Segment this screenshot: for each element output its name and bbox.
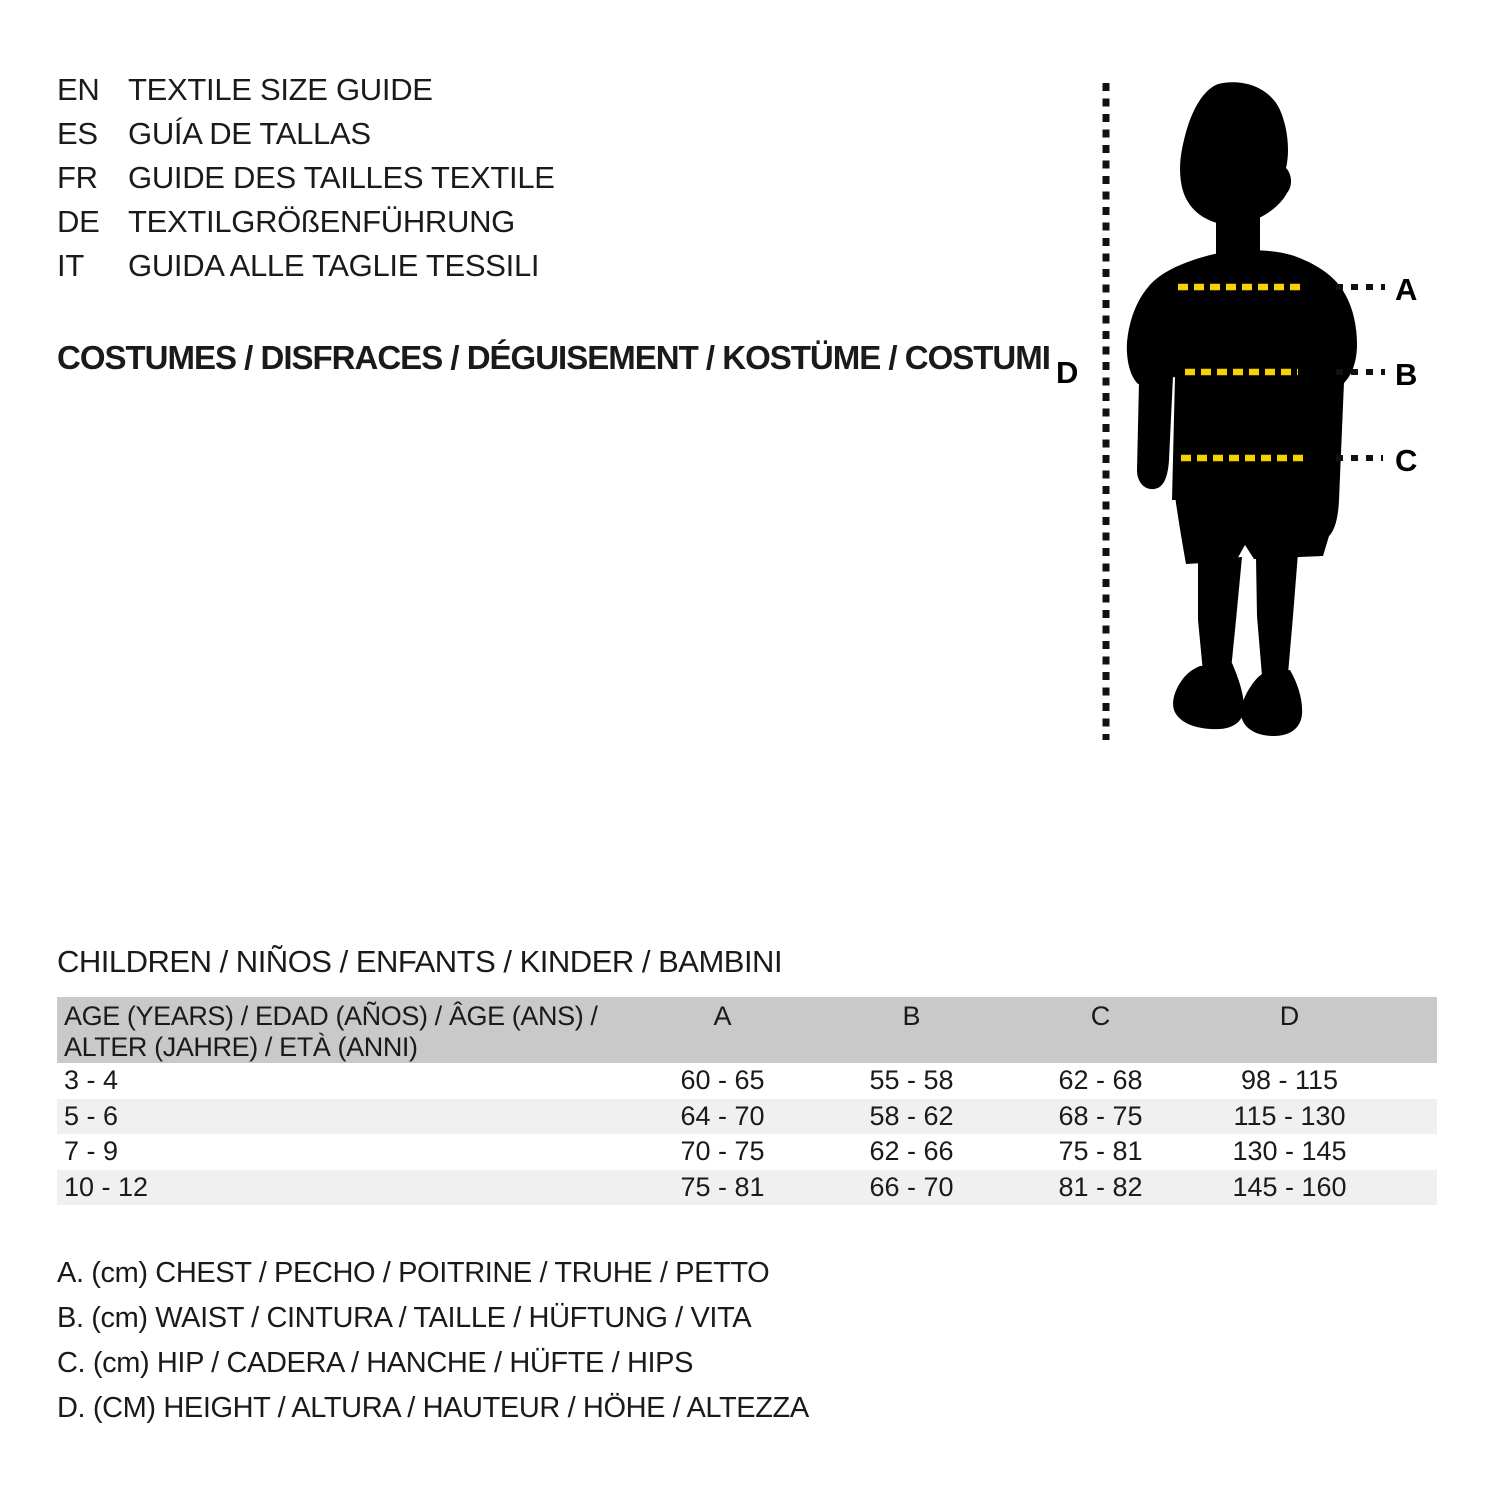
age-column-header-line1: AGE (YEARS) / EDAD (AÑOS) / ÂGE (ANS) / — [64, 1001, 598, 1031]
height-range-cell: 130 - 145 — [1232, 1136, 1347, 1166]
age-cell: 10 - 12 — [64, 1171, 149, 1202]
language-row — [57, 112, 555, 156]
language-row — [57, 200, 555, 244]
waist-label: B — [1395, 357, 1418, 392]
language-label: GUIDA ALLE TAGLIE TESSILI — [128, 248, 540, 283]
language-code: IT — [57, 248, 84, 283]
waist-range-cell: 66 - 70 — [869, 1171, 954, 1202]
size-column-header: A — [713, 1001, 732, 1031]
child-silhouette — [1127, 82, 1357, 736]
age-column-header — [57, 997, 628, 1063]
chest-range-cell: 60 - 65 — [680, 1065, 765, 1095]
language-label: GUIDE DES TAILLES TEXTILE — [128, 160, 555, 195]
language-row — [57, 156, 555, 200]
language-label: TEXTILGRÖßENFÜHRUNG — [128, 204, 515, 239]
language-row — [57, 244, 555, 288]
size-column-header: D — [1279, 1001, 1300, 1031]
chest-range-cell: 70 - 75 — [680, 1136, 765, 1166]
language-row — [57, 68, 555, 112]
table-row — [57, 1099, 1437, 1135]
size-table-body — [57, 1063, 1437, 1205]
height-label: D — [1056, 355, 1079, 390]
silhouette-left-leg — [1198, 557, 1242, 672]
age-cell: 7 - 9 — [64, 1136, 119, 1166]
category-title: COSTUMES / DISFRACES / DÉGUISEMENT / KOSTÜME / COSTUMI — [57, 339, 1050, 376]
hip-range-cell: 62 - 68 — [1058, 1065, 1143, 1095]
size-table-header — [57, 997, 1437, 1063]
chest-label: A — [1395, 272, 1418, 307]
table-row — [57, 1134, 1437, 1170]
height-range-cell: 115 - 130 — [1233, 1100, 1346, 1131]
silhouette-left-arm — [1137, 376, 1173, 489]
waist-range-cell: 55 - 58 — [869, 1065, 954, 1095]
measurement-legend — [57, 1251, 809, 1431]
hip-range-cell: 68 - 75 — [1058, 1100, 1143, 1131]
silhouette-right-leg — [1256, 553, 1298, 676]
legend-line: A. (cm) CHEST / PECHO / POITRINE / TRUHE / PETTO — [57, 1257, 770, 1289]
table-row — [57, 1063, 1437, 1099]
silhouette-shorts — [1173, 480, 1329, 564]
silhouette-head — [1180, 82, 1291, 225]
language-code: ES — [57, 116, 98, 151]
chest-range-cell: 75 - 81 — [680, 1171, 765, 1202]
language-label: TEXTILE SIZE GUIDE — [128, 72, 433, 107]
height-range-cell: 145 - 160 — [1232, 1171, 1347, 1202]
child-figure — [1040, 60, 1500, 760]
hip-range-cell: 75 - 81 — [1058, 1136, 1143, 1166]
silhouette-left-shoe — [1173, 663, 1244, 729]
child-figure-svg — [1040, 60, 1500, 760]
legend-line: C. (cm) HIP / CADERA / HANCHE / HÜFTE / HIPS — [57, 1347, 694, 1379]
size-column-header: B — [902, 1001, 921, 1031]
hip-label: C — [1395, 443, 1418, 478]
section-title: CHILDREN / NIÑOS / ENFANTS / KINDER / BAMBINI — [57, 944, 783, 979]
table-row — [57, 1170, 1437, 1206]
legend-line: D. (CM) HEIGHT / ALTURA / HAUTEUR / HÖHE / ALTEZZA — [57, 1392, 809, 1424]
waist-range-cell: 62 - 66 — [869, 1136, 954, 1166]
language-list — [57, 68, 555, 288]
height-range-cell: 98 - 115 — [1240, 1065, 1339, 1095]
language-code: EN — [57, 72, 100, 107]
age-cell: 5 - 6 — [64, 1100, 119, 1131]
language-code: DE — [57, 204, 100, 239]
language-label: GUÍA DE TALLAS — [128, 116, 371, 151]
waist-range-cell: 58 - 62 — [869, 1100, 954, 1131]
size-column-header: C — [1090, 1001, 1111, 1031]
language-code: FR — [57, 160, 98, 195]
size-table — [57, 997, 1437, 1205]
chest-range-cell: 64 - 70 — [680, 1100, 765, 1131]
legend-line: B. (cm) WAIST / CINTURA / TAILLE / HÜFTUNG / VITA — [57, 1302, 752, 1334]
age-cell: 3 - 4 — [64, 1065, 119, 1095]
age-column-header-line2: ALTER (JAHRE) / ETÀ (ANNI) — [64, 1032, 418, 1062]
hip-range-cell: 81 - 82 — [1058, 1171, 1143, 1202]
silhouette-right-shoe — [1241, 670, 1302, 736]
